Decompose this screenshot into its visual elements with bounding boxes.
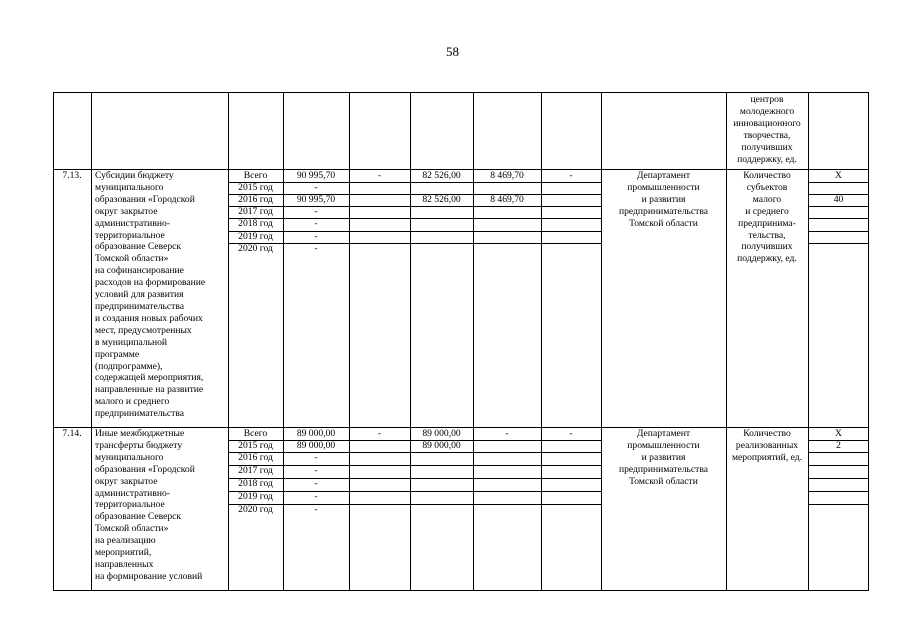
program-table	[53, 92, 869, 591]
total-value: 89 000,00	[296, 428, 336, 439]
total-value: -	[314, 206, 318, 217]
year-label: 2018 год	[238, 478, 273, 489]
federal-value: -	[377, 428, 382, 439]
executor: Департамент промышленности и развития предпринимательства Томской области	[618, 428, 709, 487]
year-label: 2020 год	[238, 243, 273, 254]
total-value: -	[314, 243, 318, 254]
regional-value: 89 000,00	[422, 440, 461, 451]
year-label: 2016 год	[238, 452, 273, 463]
year-label: 2019 год	[238, 231, 273, 242]
year-label: 2020 год	[238, 504, 273, 515]
total-value: 90 995,70	[296, 194, 336, 205]
total-value: -	[314, 478, 318, 489]
indicator: Количество субъектов малого и среднего предпринима- тельства, получивших поддержку, ед.	[737, 170, 797, 265]
indicator-value: 2	[836, 440, 841, 451]
total-value: -	[314, 465, 318, 476]
local-value: -	[505, 428, 509, 439]
regional-value: 82 526,00	[422, 170, 461, 181]
row-description: Иные межбюджетные трансферты бюджету муниципального образования «Городской округ закрытое административно- территориальное образование Северск Томской области» на реализацию мероприятий, направленных на формирование условий	[95, 428, 203, 582]
indicator-value: Х	[835, 170, 842, 181]
year-label: 2018 год	[238, 218, 273, 229]
year-label: 2017 год	[238, 206, 273, 217]
total-value: 89 000,00	[296, 440, 336, 451]
total-value: -	[314, 182, 318, 193]
total-value: -	[314, 504, 318, 515]
year-label: Всего	[243, 170, 268, 181]
executor: Департамент промышленности и развития предпринимательства Томской области	[618, 170, 709, 229]
year-label: 2017 год	[238, 465, 273, 476]
total-value: -	[314, 231, 318, 242]
year-label: 2016 год	[238, 194, 273, 205]
row-number: 7.14.	[62, 428, 82, 439]
page-number: 58	[446, 44, 459, 59]
indicator-value: 40	[833, 194, 844, 205]
continued-indicator: центров молодежного инновационного творчества, получивших поддержку, ед.	[733, 94, 801, 165]
total-value: -	[314, 452, 318, 463]
other-value: -	[569, 170, 573, 181]
federal-value: -	[377, 170, 382, 181]
total-value: -	[314, 218, 318, 229]
other-value: -	[569, 428, 573, 439]
year-label: 2019 год	[238, 491, 273, 502]
total-value: -	[314, 491, 318, 502]
local-value: 8 469,70	[490, 194, 524, 205]
total-value: 90 995,70	[296, 170, 336, 181]
indicator: Количество реализованных мероприятий, ед.	[731, 428, 803, 463]
regional-value: 89 000,00	[422, 428, 461, 439]
local-value: 8 469,70	[490, 170, 524, 181]
year-label: 2015 год	[238, 182, 273, 193]
regional-value: 82 526,00	[422, 194, 461, 205]
indicator-value: Х	[835, 428, 842, 439]
row-description: Субсидии бюджету муниципального образования «Городской округ закрытое административно- территориальное образование Северск Томской области» на софинансирование расходов на формирование условий для развития предпринимательства и создания новых рабочих мест, предусмотренных в муниципальной программе (подпрограмме), содержащей мероприятия, направленные на развитие малого и среднего предпринимательства	[95, 170, 206, 420]
year-label: Всего	[243, 428, 268, 439]
year-label: 2015 год	[238, 440, 273, 451]
row-number: 7.13.	[62, 170, 82, 181]
